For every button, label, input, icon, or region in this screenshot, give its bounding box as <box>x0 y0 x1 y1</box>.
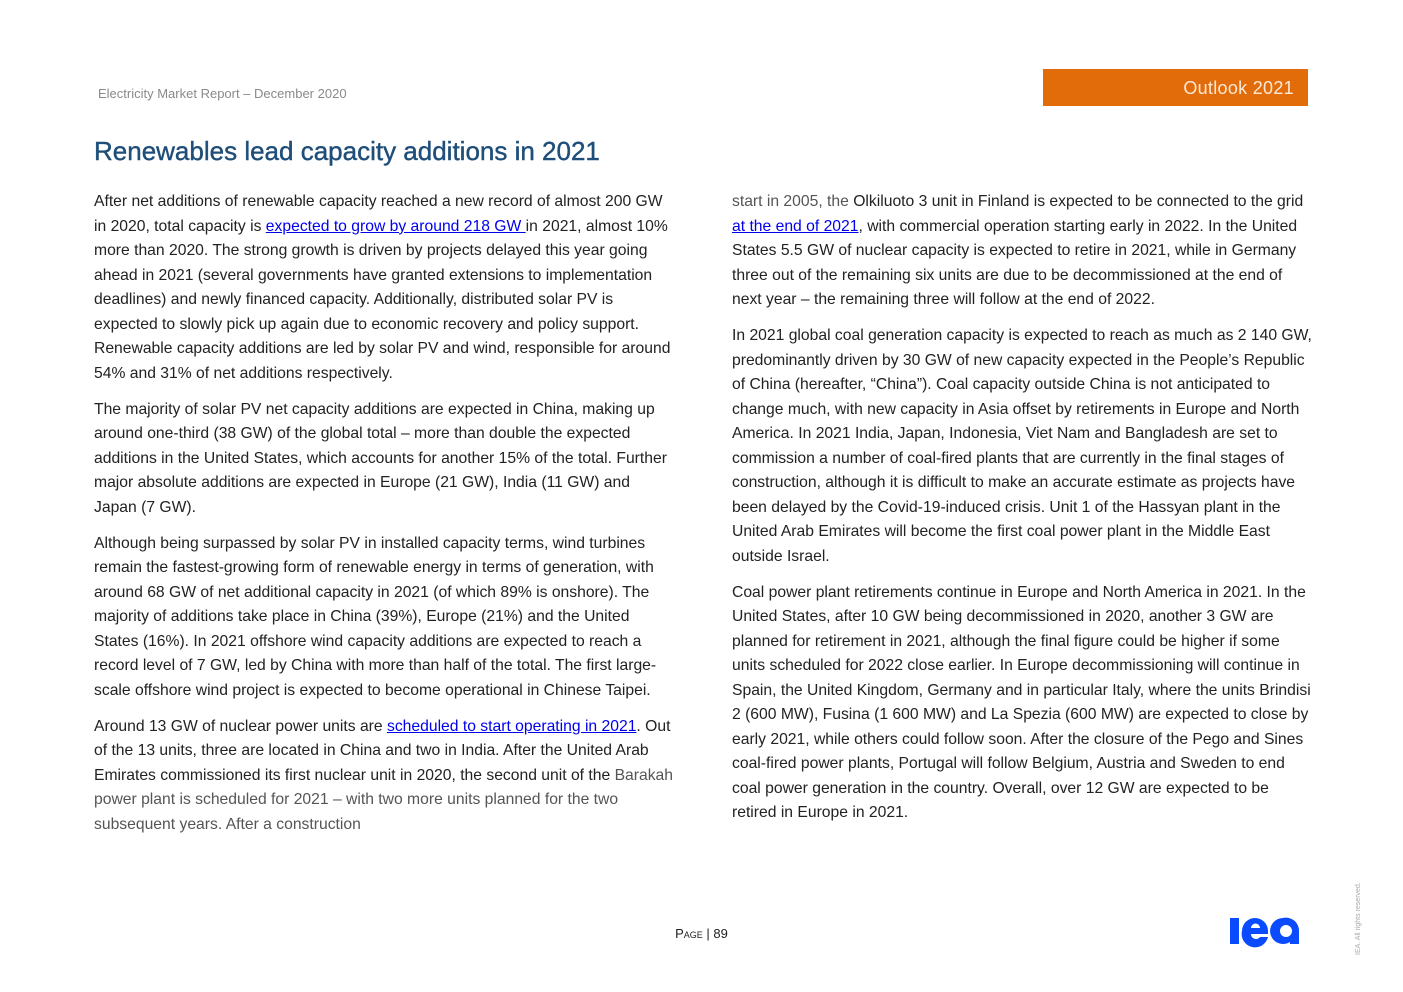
text-segment: After net additions of renewable capacity reached a new record of almost 200 GW in 2020, total capacity is <box>94 193 663 235</box>
text-segment: The majority of solar PV net capacity additions are expected in China, making up around one-third (38 GW) of the global total – more than double the expected additions in the United States, which accounts for another 15% of the total. Further major absolute additions are expected in Europe (21 GW), India (11 GW) and Japan (7 GW). <box>94 400 667 516</box>
text-segment: . Out of the 13 units, three are located in China and two in India. After the United Arab Emirates commissioned its first nuclear unit in 2020, the second unit of the <box>94 717 671 784</box>
copyright-notice: IEA. All rights reserved. <box>1355 882 1362 955</box>
paragraph <box>94 398 674 521</box>
paragraph <box>732 581 1312 826</box>
text-segment: Although being surpassed by solar PV in installed capacity terms, wind turbines remain the fastest-growing form of renewable energy in terms of generation, with around 68 GW of net additional capacity in 2021 (of which 89% is onshore). The majority of additions take place in China (39%), Europe (21%) and the United States (16%). In 2021 offshore wind capacity additions are expected to reach a record level of 7 GW, led by China with more than half of the total. The first large-scale offshore wind project is expected to become operational in Chinese Taipei. <box>94 534 657 699</box>
text-segment: In 2021 global coal generation capacity is expected to reach as much as 2 140 GW, predominantly driven by 30 GW of new capacity expected in the People’s Republic of China (hereafter, “China”). Coal capacity outside China is not anticipated to change much, with new capacity in Asia offset by retirements in Europe and North America. In 2021 India, Japan, Indonesia, Viet Nam and Bangladesh are set to commission a number of coal-fired plants that are currently in the final stages of construction, although it is difficult to make an accurate estimate as projects have been delayed by the Covid-19-induced crisis. Unit 1 of the Hassyan plant in the United Arab Emirates will become the first coal power plant in the Middle East outside Israel. <box>732 327 1312 565</box>
section-badge: Outlook 2021 <box>1043 69 1308 106</box>
hyperlink[interactable]: at the end of 2021 <box>732 217 859 235</box>
text-segment: start in 2005, the <box>732 193 854 210</box>
paragraph <box>94 190 674 386</box>
paragraph <box>732 324 1312 569</box>
text-segment: Barakah power plant is scheduled for 2021 – with two more units planned for the two subsequent years. After a construction <box>94 766 673 833</box>
page-number: 89 <box>713 926 728 941</box>
iea-logo-icon <box>1229 913 1309 949</box>
page-title: Renewables lead capacity additions in 2021 <box>94 136 600 166</box>
page-label: Page <box>675 926 703 941</box>
page-separator: | <box>702 926 714 941</box>
text-segment: Around 13 GW of nuclear power units are <box>94 717 387 735</box>
text-segment: in 2021, almost 10% more than 2020. The strong growth is driven by projects delayed this year going ahead in 2021 (several governments have granted extensions to implementation deadlines) and newly financed capacity. Additionally, distributed solar PV is expected to slowly pick up again due to economic recovery and policy support. Renewable capacity additions are led by solar PV and wind, responsible for around 54% and 31% of net additions respectively. <box>94 217 671 382</box>
paragraph <box>94 715 674 838</box>
text-segment: , with commercial operation starting early in 2022. In the United States 5.5 GW of nuclear capacity is expected to retire in 2021, while in Germany three out of the remaining six units are due to be decommissioned at the end of next year – the remaining three will follow at the end of 2022. <box>732 217 1298 308</box>
text-segment: Coal power plant retirements continue in Europe and North America in 2021. In the United States, after 10 GW being decommissioned in 2020, another 3 GW are planned for retirement in 2021, although the final figure could be higher if some units scheduled for 2022 close earlier. In Europe decommissioning will continue in Spain, the United Kingdom, Germany and in particular Italy, where the units Brindisi 2 (600 MW), Fusina (1 600 MW) and La Spezia (600 MW) are expected to close by early 2021, while others could follow soon. After the closure of the Pego and Sines coal-fired power plants, Portugal will follow Belgium, Austria and Sweden to end coal power generation in the country. Overall, over 12 GW are expected to be retired in Europe in 2021. <box>732 583 1311 821</box>
paragraph <box>732 190 1312 313</box>
hyperlink[interactable]: scheduled to start operating in 2021 <box>386 717 637 735</box>
page-footer <box>0 926 1403 941</box>
right-column <box>732 190 1312 837</box>
text-segment: Olkiluoto 3 unit in Finland is expected to be connected to the grid <box>853 193 1304 210</box>
report-title: Electricity Market Report – December 2020 <box>98 86 347 101</box>
paragraph <box>94 532 674 704</box>
left-column <box>94 190 674 849</box>
hyperlink[interactable]: expected to grow by around 218 GW <box>265 217 526 235</box>
